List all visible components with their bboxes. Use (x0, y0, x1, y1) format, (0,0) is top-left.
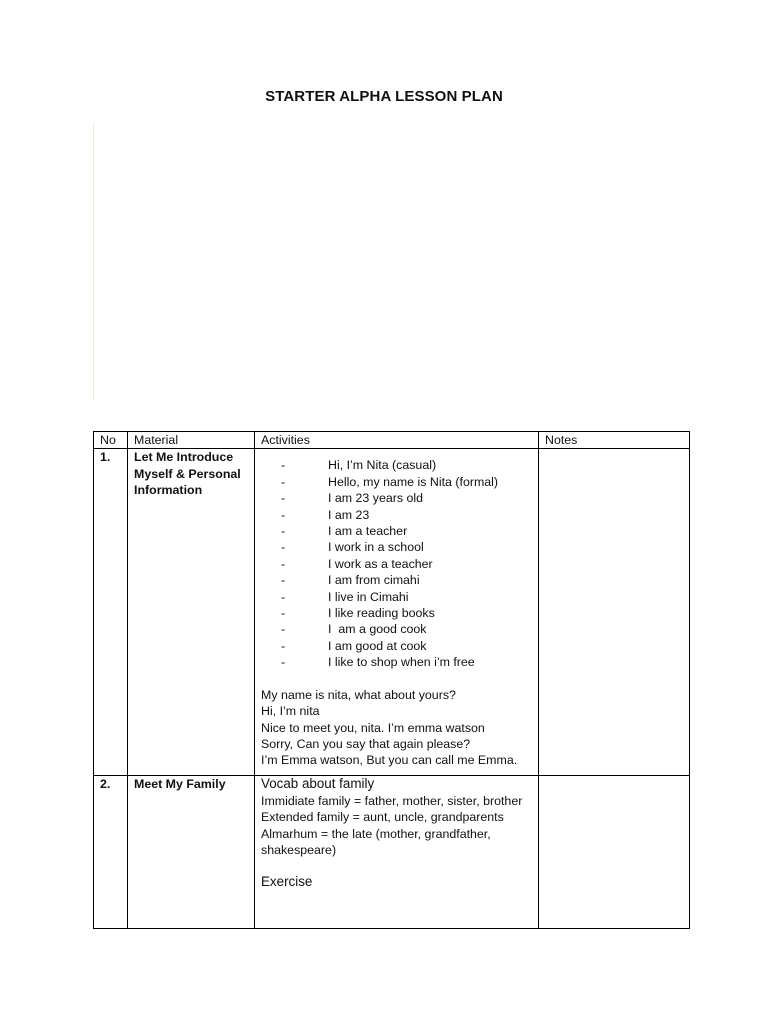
dash-bullet: - (281, 655, 286, 670)
header-notes: Notes (539, 432, 690, 449)
dialogue-line: My name is nita, what about yours? (261, 687, 456, 702)
list-item (281, 654, 532, 670)
header-no: No (94, 432, 128, 449)
dash-bullet: - (281, 507, 286, 522)
list-item (281, 589, 532, 605)
page-title: STARTER ALPHA LESSON PLAN (265, 88, 503, 105)
dash-bullet: - (281, 606, 286, 621)
vocab-line: Extended family = aunt, uncle, grandparents (261, 810, 504, 825)
vocab-heading: Vocab about family (261, 776, 375, 792)
list-item (281, 490, 532, 506)
list-item (281, 474, 532, 490)
dialogue-line: Nice to meet you, nita. I’m emma watson (261, 720, 485, 735)
activities-cell (255, 776, 539, 929)
activity-text: I work as a teacher (328, 556, 433, 571)
activity-text: Hi, I’m Nita (casual) (328, 458, 437, 473)
material-cell: Let Me Introduce Myself & Personal Information (128, 449, 255, 776)
list-item (281, 523, 532, 539)
vocab-block (261, 776, 532, 858)
list-item (281, 507, 532, 523)
dash-bullet: - (281, 573, 286, 588)
notes-cell (539, 449, 690, 776)
dash-bullet: - (281, 622, 286, 637)
dash-bullet: - (281, 491, 286, 506)
activity-list (261, 457, 532, 670)
table-row (94, 449, 690, 776)
header-material: Material (128, 432, 255, 449)
table-row (94, 776, 690, 929)
activity-text: I am 23 years old (328, 491, 424, 506)
exercise-label: Exercise (261, 874, 313, 890)
list-item (281, 539, 532, 555)
activities-cell (255, 449, 539, 776)
dash-bullet: - (281, 540, 286, 555)
list-item (281, 457, 532, 473)
list-item (281, 556, 532, 572)
dash-bullet: - (281, 474, 286, 489)
activity-text: I like to shop when i’m free (328, 655, 475, 670)
activity-text: I am 23 (328, 507, 370, 522)
notes-cell (539, 776, 690, 929)
activity-text: I am a good cook (328, 622, 427, 637)
list-item (281, 572, 532, 588)
table-header-row (94, 432, 690, 449)
activity-text: Hello, my name is Nita (formal) (328, 474, 499, 489)
dialogue-line: Sorry, Can you say that again please? (261, 736, 471, 751)
material-cell: Meet My Family (128, 776, 255, 929)
activity-text: I am good at cook (328, 638, 427, 653)
margin-line (93, 122, 94, 400)
activity-text: I live in Cimahi (328, 589, 409, 604)
activity-text: I am a teacher (328, 524, 408, 539)
vocab-line: Immidiate family = father, mother, sister, brother (261, 793, 523, 808)
list-item (281, 621, 532, 637)
dash-bullet: - (281, 589, 286, 604)
list-item (281, 605, 532, 621)
dash-bullet: - (281, 458, 286, 473)
list-item (281, 638, 532, 654)
header-activities: Activities (255, 432, 539, 449)
lesson-plan-table (93, 431, 690, 929)
row-number: 1. (94, 449, 128, 776)
row-number: 2. (94, 776, 128, 929)
dialogue-line: I’m Emma watson, But you can call me Emma. (261, 753, 518, 768)
activity-text: I work in a school (328, 540, 424, 555)
dash-bullet: - (281, 638, 286, 653)
dialogue-block (261, 687, 532, 769)
dash-bullet: - (281, 556, 286, 571)
vocab-line: Almarhum = the late (mother, grandfather, shakespeare) (261, 826, 491, 858)
activity-text: I am from cimahi (328, 573, 420, 588)
activity-text: I like reading books (328, 606, 435, 621)
dialogue-line: Hi, I’m nita (261, 704, 320, 719)
dash-bullet: - (281, 524, 286, 539)
